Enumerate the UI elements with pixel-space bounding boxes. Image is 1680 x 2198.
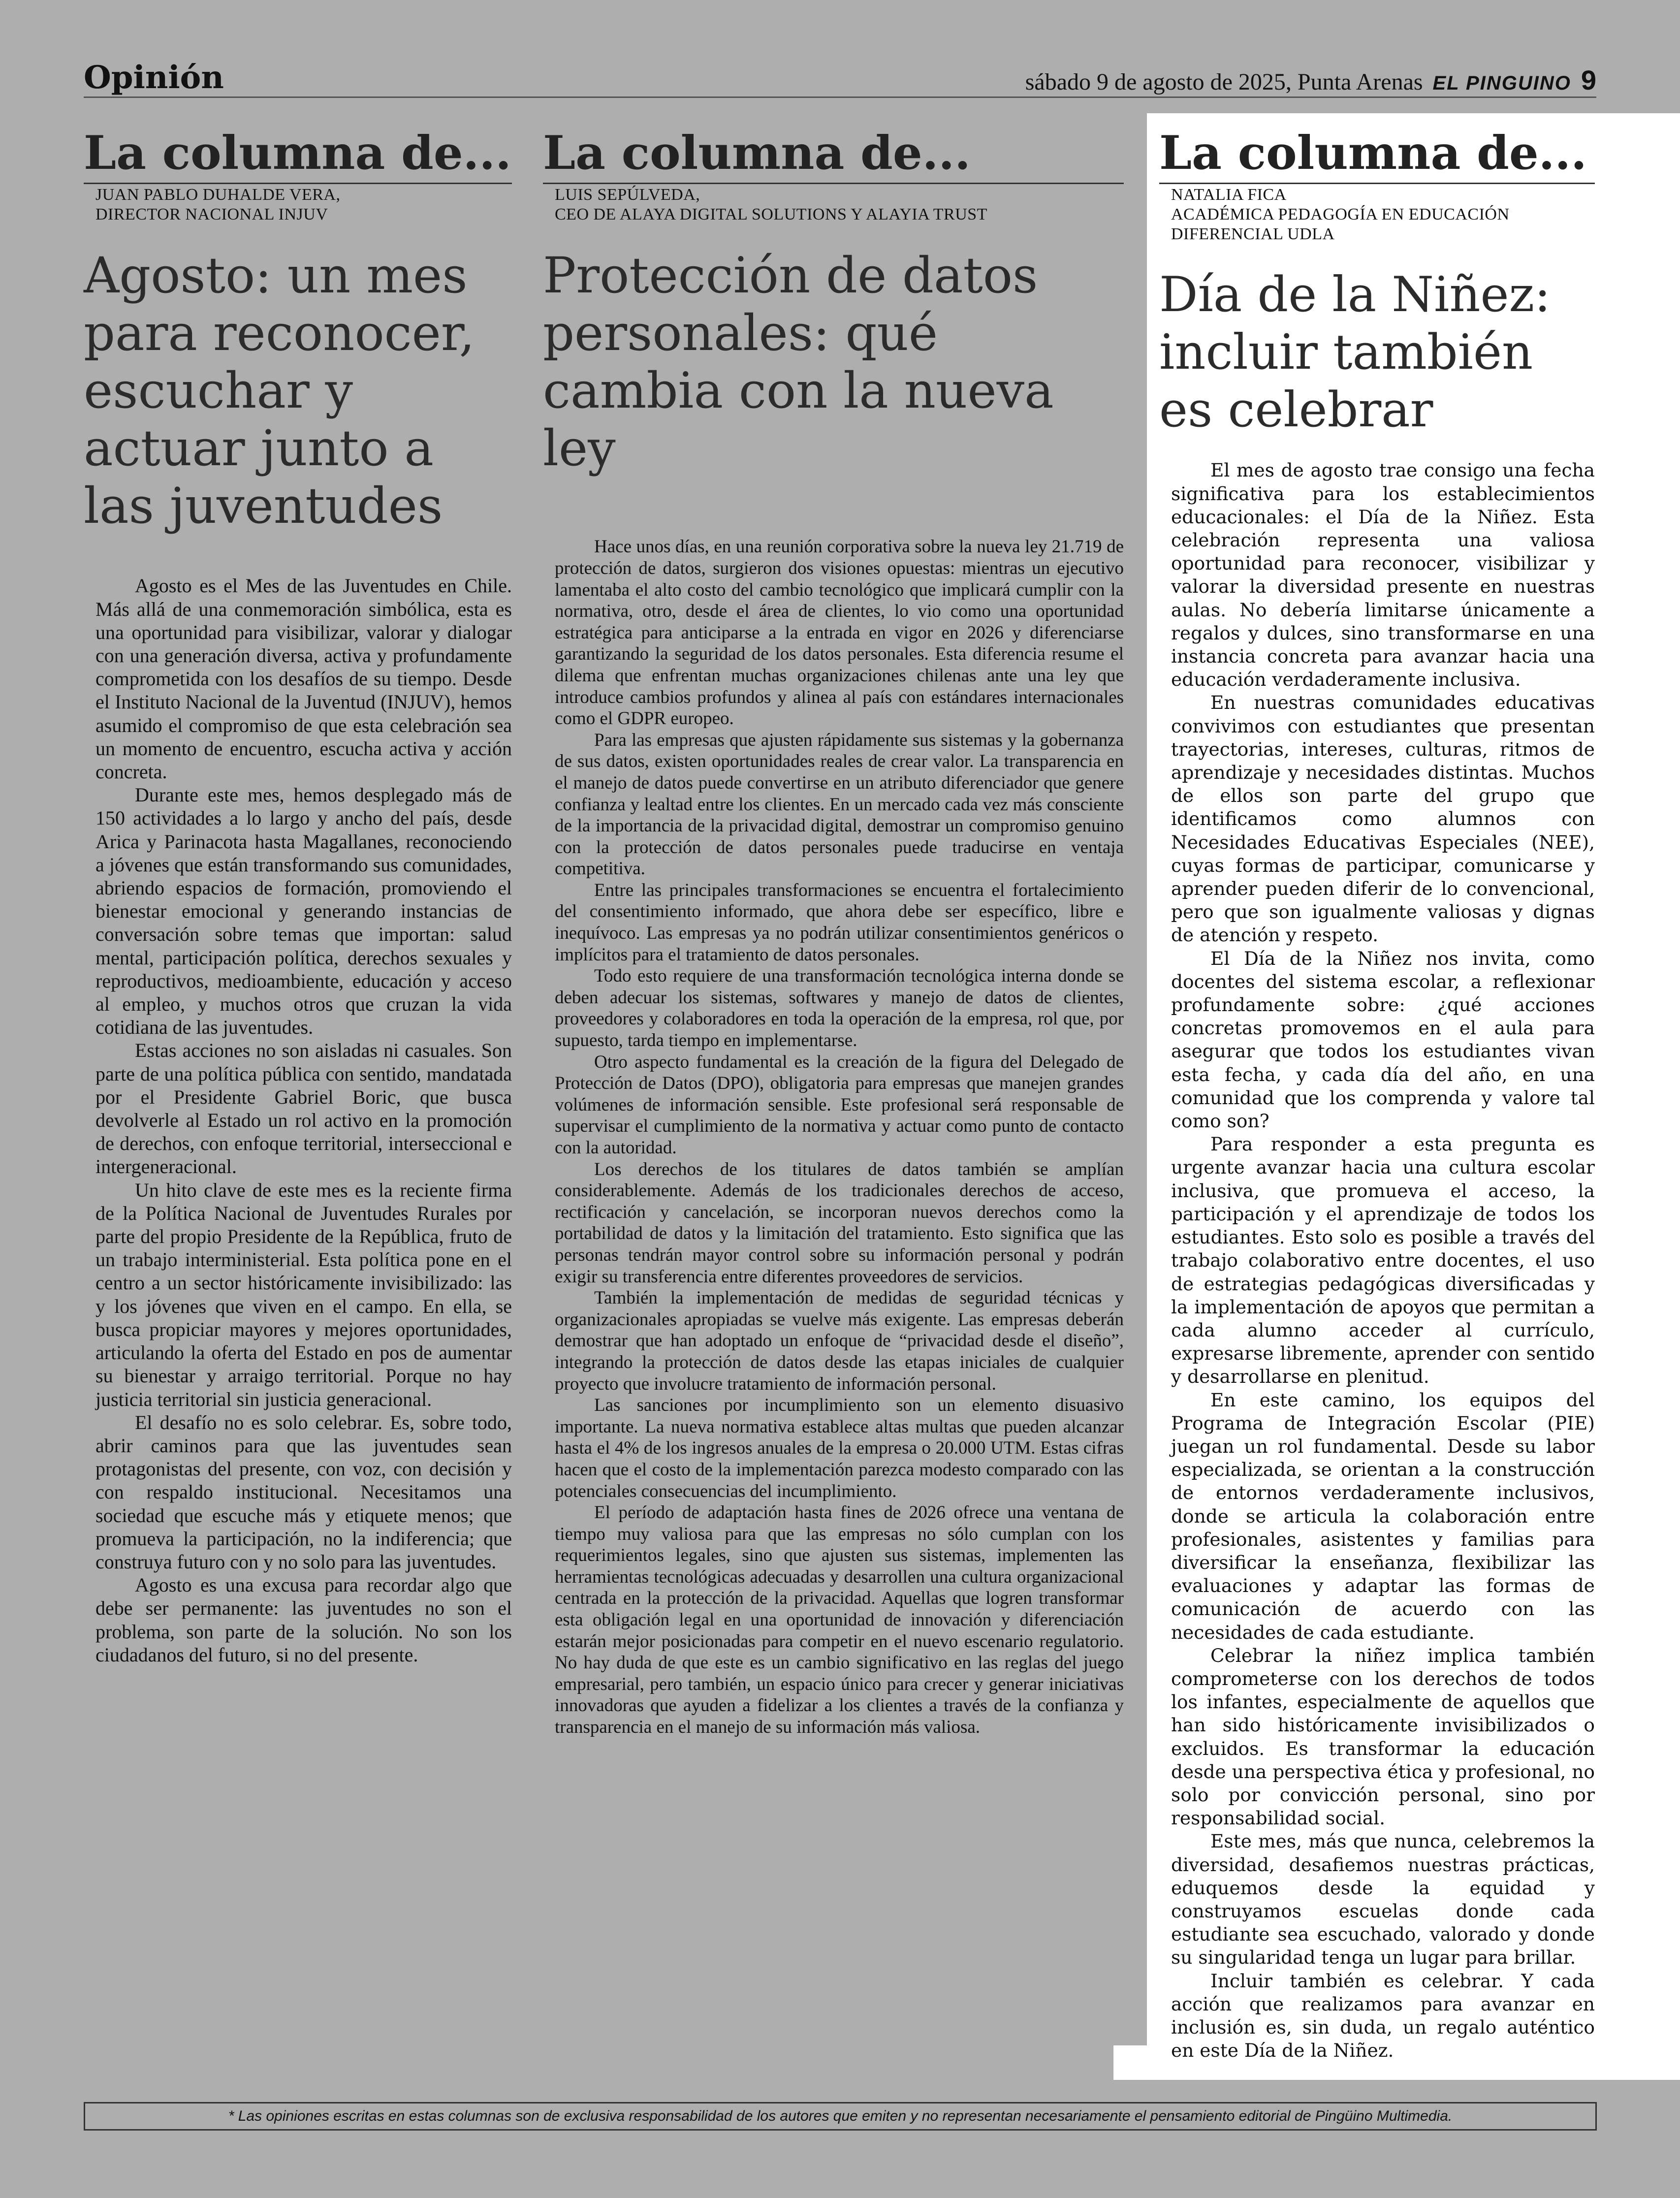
paragraph: Los derechos de los titulares de datos también se amplían considerablemente. Además de los tradicionales derechos de acceso, rectificación y cancelación, se incorporan nuevos derechos como la portabilidad de datos y la limitación del tratamiento. Esto significa que las personas tendrán mayor control sobre su información personal y podrán exigir su transferencia entre diferentes proveedores de servicios. xyxy=(555,1159,1124,1287)
paragraph: También la implementación de medidas de seguridad técnicas y organizacionales apropiadas se vuelve más exigente. Las empresas deberán demostrar que han adoptado un enfoque de “privacidad desde el diseño”, integrando la protección de datos desde las etapas iniciales de cualquier proyecto que involucre tratamiento de información personal. xyxy=(555,1288,1124,1394)
kicker-divider xyxy=(84,183,512,184)
page-number: 9 xyxy=(1581,64,1596,96)
paragraph: Las sanciones por incumplimiento son un elemento disuasivo importante. La nueva normativa establece altas multas que pueden alcanzar hasta el 4% de los ingresos anuales de la empresa o 20.000 UTM. Estas cifras hacen que el costo de la implementación parezca modesto comparado con las potenciales consecuencias del incumplimiento. xyxy=(555,1395,1124,1501)
issue-date: sábado 9 de agosto de 2025, Punta Arenas xyxy=(1025,69,1423,95)
author-role: ACADÉMICA PEDAGOGÍA EN EDUCACIÓN DIFERENCIAL UDLA xyxy=(1171,205,1510,244)
page-header-info xyxy=(1025,64,1596,96)
paragraph: Hace unos días, en una reunión corporativa sobre la nueva ley 21.719 de protección de datos, surgieron dos visiones opuestas: mientras un ejecutivo lamentaba el alto costo del cambio tecnológico que implicará cumplir con la normativa, otro, desde el área de clientes, lo vio como una oportunidad estratégica para anticiparse a la entrada en vigor en 2026 y diferenciarse garantizando la seguridad de los datos personales. Esta diferencia resume el dilema que enfrentan muchas organizaciones chilenas ante una ley que introduce cambios profundos y alinea al país con estándares internacionales como el GDPR europeo. xyxy=(555,537,1124,729)
paragraph: Todo esto requiere de una transformación tecnológica interna donde se deben adecuar los sistemas, softwares y manejo de datos de clientes, proveedores y colaboradores en toda la operación de la empresa, rol que, por supuesto, tarda tiempo en implementarse. xyxy=(555,966,1124,1051)
paragraph: En nuestras comunidades educativas convivimos con estudiantes que presentan trayectorias, intereses, culturas, ritmos de aprendizaje y necesidades distintas. Muchos de ellos son parte del grupo que identificamos como alumnos con Necesidades Educativas Especiales (NEE), cuyas formas de participar, comunicarse y aprender pueden diferir de lo convencional, pero que son igualmente valiosas y dignas de atención y respeto. xyxy=(1171,692,1595,946)
article-headline: Protección de datos personales: qué cambia con la nueva ley xyxy=(543,247,1054,478)
column-kicker: La columna de... xyxy=(84,126,511,180)
paragraph: El Día de la Niñez nos invita, como docentes del sistema escolar, a reflexionar profundamente sobre: ¿qué acciones concretas promovemos en el aula para asegurar que todos los estudiantes vivan esta fecha, y cada día del año, en una comunidad que los comprenda y valore tal como son? xyxy=(1171,947,1595,1132)
paragraph: Para las empresas que ajusten rápidamente sus sistemas y la gobernanza de sus datos, existen oportunidades reales de crear valor. La transparencia en el manejo de datos puede convertirse en un atributo diferenciador que genere confianza y lealtad entre los clientes. En un mercado cada vez más consciente de la importancia de la privacidad digital, demostrar un compromiso genuino con la protección de datos personales puede traducirse en ventaja competitiva. xyxy=(555,730,1124,879)
paragraph: Entre las principales transformaciones se encuentra el fortalecimiento del consentimiento informado, que ahora debe ser específico, libre e inequívoco. Las empresas ya no podrán utilizar consentimientos genéricos o implícitos para el tratamiento de datos personales. xyxy=(555,880,1124,965)
author-name: NATALIA FICA xyxy=(1171,186,1287,204)
section-label: Opinión xyxy=(84,59,224,96)
paragraph: Agosto es una excusa para recordar algo que debe ser permanente: las juventudes no son el problema, son parte de la solución. No son los ciudadanos del futuro, si no del presente. xyxy=(95,1574,512,1666)
paragraph: Este mes, más que nunca, celebremos la diversidad, desafiemos nuestras prácticas, eduquemos desde la equidad y construyamos escuelas donde cada estudiante sea escuchado, valorado y donde su singularidad tenga un lugar para brillar. xyxy=(1171,1830,1595,1969)
article-body xyxy=(543,536,1124,1738)
author-role: CEO DE ALAYA DIGITAL SOLUTIONS Y ALAYIA TRUST xyxy=(555,205,987,224)
header-divider xyxy=(84,96,1596,98)
paragraph: Agosto es el Mes de las Juventudes en Chile. Más allá de una conmemoración simbólica, esta es una oportunidad para visibilizar, valorar y dialogar con una generación diversa, activa y profundamente comprometida con los desafíos de su tiempo. Desde el Instituto Nacional de la Juventud (INJUV), hemos asumido el compromiso de que esta celebración sea un momento de encuentro, escucha activa y acción concreta. xyxy=(95,574,512,783)
disclaimer-box xyxy=(84,2102,1597,2131)
column-kicker: La columna de... xyxy=(543,126,971,180)
author-role: DIRECTOR NACIONAL INJUV xyxy=(95,205,328,224)
paragraph: El mes de agosto trae consigo una fecha significativa para los establecimientos educacionales: el Día de la Niñez. Esta celebración representa una valiosa oportunidad para reconocer, visibilizar y valorar la diversidad presente en nuestras aulas. No debería limitarse únicamente a regalos y dulces, sino transformarse en una instancia concreta para avanzar hacia una educación verdaderamente inclusiva. xyxy=(1171,459,1595,691)
article-body xyxy=(84,574,512,1666)
disclaimer-text: * Las opiniones escritas en estas columnas son de exclusiva responsabilidad de los autores que emiten y no representan necesariamente el pensamiento editorial de Pingüino Multimedia. xyxy=(228,2108,1453,2124)
article-body xyxy=(1159,459,1595,2062)
paragraph: Celebrar la niñez implica también comprometerse con los derechos de todos los infantes, especialmente de aquellos que han sido históricamente invisibilizados o excluidos. Es transformar la educación desde una perspectiva ética y profesional, no solo por convicción personal, sino por responsabilidad social. xyxy=(1171,1644,1595,1829)
author-name: JUAN PABLO DUHALDE VERA, xyxy=(95,186,341,204)
paragraph: Un hito clave de este mes es la reciente firma de la Política Nacional de Juventudes Rurales por parte del propio Presidente de la República, fruto de un trabajo interministerial. Esta política pone en el centro a un sector históricamente invisibilizado: las y los jóvenes que viven en el campo. En ella, se busca propiciar mayores y mejores oportunidades, articulando la oferta del Estado en pos de aumentar su bienestar y arraigo territorial. Porque no hay justicia territorial sin justicia generacional. xyxy=(95,1179,512,1410)
kicker-divider xyxy=(1159,183,1595,184)
column-sepulveda xyxy=(543,128,1124,1738)
paragraph: Otro aspecto fundamental es la creación de la figura del Delegado de Protección de Datos (DPO), obligatoria para empresas que manejen grandes volúmenes de información sensible. Este profesional será responsable de supervisar el cumplimiento de la normativa y actuar como punto de contacto con la autoridad. xyxy=(555,1051,1124,1158)
article-headline: Día de la Niñez: incluir también es celebrar xyxy=(1159,267,1551,439)
paragraph: Para responder a esta pregunta es urgente avanzar hacia una cultura escolar inclusiva, que promueva el acceso, la participación y el aprendizaje de todos los estudiantes. Esto solo es posible a través del trabajo colaborativo entre docentes, el uso de estrategias pedagógicas diversificadas y la implementación de apoyos que permitan a cada alumno acceder al currículo, expresarse libremente, aprender con sentido y desarrollarse en plenitud. xyxy=(1171,1133,1595,1388)
paragraph: Durante este mes, hemos desplegado más de 150 actividades a lo largo y ancho del país, desde Arica y Parinacota hasta Magallanes, reconociendo a jóvenes que están transformando sus comunidades, abriendo espacios de formación, promoviendo el bienestar emocional y generando instancias de conversación sobre temas que importan: salud mental, participación política, derechos sexuales y reproductivos, medioambiente, educación y acceso al empleo, y muchos otros que cruzan la vida cotidiana de las juventudes. xyxy=(95,784,512,1039)
paragraph: Incluir también es celebrar. Y cada acción que realizamos para avanzar en inclusión es, sin duda, un regalo auténtico en este Día de la Niñez. xyxy=(1171,1970,1595,2062)
kicker-divider xyxy=(543,183,1124,184)
paragraph: El desafío no es solo celebrar. Es, sobre todo, abrir caminos para que las juventudes sean protagonistas del presente, con voz, con decisión y con respaldo institucional. Necesitamos una sociedad que escuche más y etiquete menos; que promueva la participación, no la indiferencia; que construya futuro con y no solo para las juventudes. xyxy=(95,1411,512,1573)
article-headline: Agosto: un mes para reconocer, escuchar y actuar junto a las juventudes xyxy=(84,247,475,535)
paragraph: En este camino, los equipos del Programa de Integración Escolar (PIE) juegan un rol fundamental. Desde su labor especializada, se orientan a la construcción de entornos verdaderamente inclusivos, donde se articula la colaboración entre profesionales, asistentes y familias para diversificar la enseñanza, flexibilizar las evaluaciones y adaptar las formas de comunicación de acuerdo con las necesidades de cada estudiante. xyxy=(1171,1389,1595,1643)
newspaper-logo: EL PINGUINO xyxy=(1432,72,1571,94)
author-name: LUIS SEPÚLVEDA, xyxy=(555,186,700,204)
paragraph: El período de adaptación hasta fines de 2026 ofrece una ventana de tiempo muy valiosa para que las empresas no sólo cumplan con los requerimientos legales, sino que ajusten sus sistemas, implementen las herramientas tecnológicas adecuadas y desarrollen una cultura organizacional centrada en la protección de la privacidad. Aquellas que logren transformar esta obligación legal en una oportunidad de innovación y diferenciación estarán mejor posicionadas para competir en el nuevo escenario regulatorio. No hay duda de que este es un cambio significativo en las reglas del juego empresarial, pero también, un espacio único para crecer y generar iniciativas innovadoras que ayuden a fidelizar a los clientes a través de la confianza y transparencia en el manejo de su información más valiosa. xyxy=(555,1502,1124,1738)
paragraph: Estas acciones no son aisladas ni casuales. Son parte de una política pública con sentido, mandatada por el Presidente Gabriel Boric, que busca devolverle al Estado un rol activo en la promoción de derechos, con enfoque territorial, interseccional e intergeneracional. xyxy=(95,1039,512,1178)
column-fica xyxy=(1159,128,1595,2062)
column-kicker: La columna de... xyxy=(1159,126,1587,180)
column-duhalde xyxy=(84,128,512,1666)
